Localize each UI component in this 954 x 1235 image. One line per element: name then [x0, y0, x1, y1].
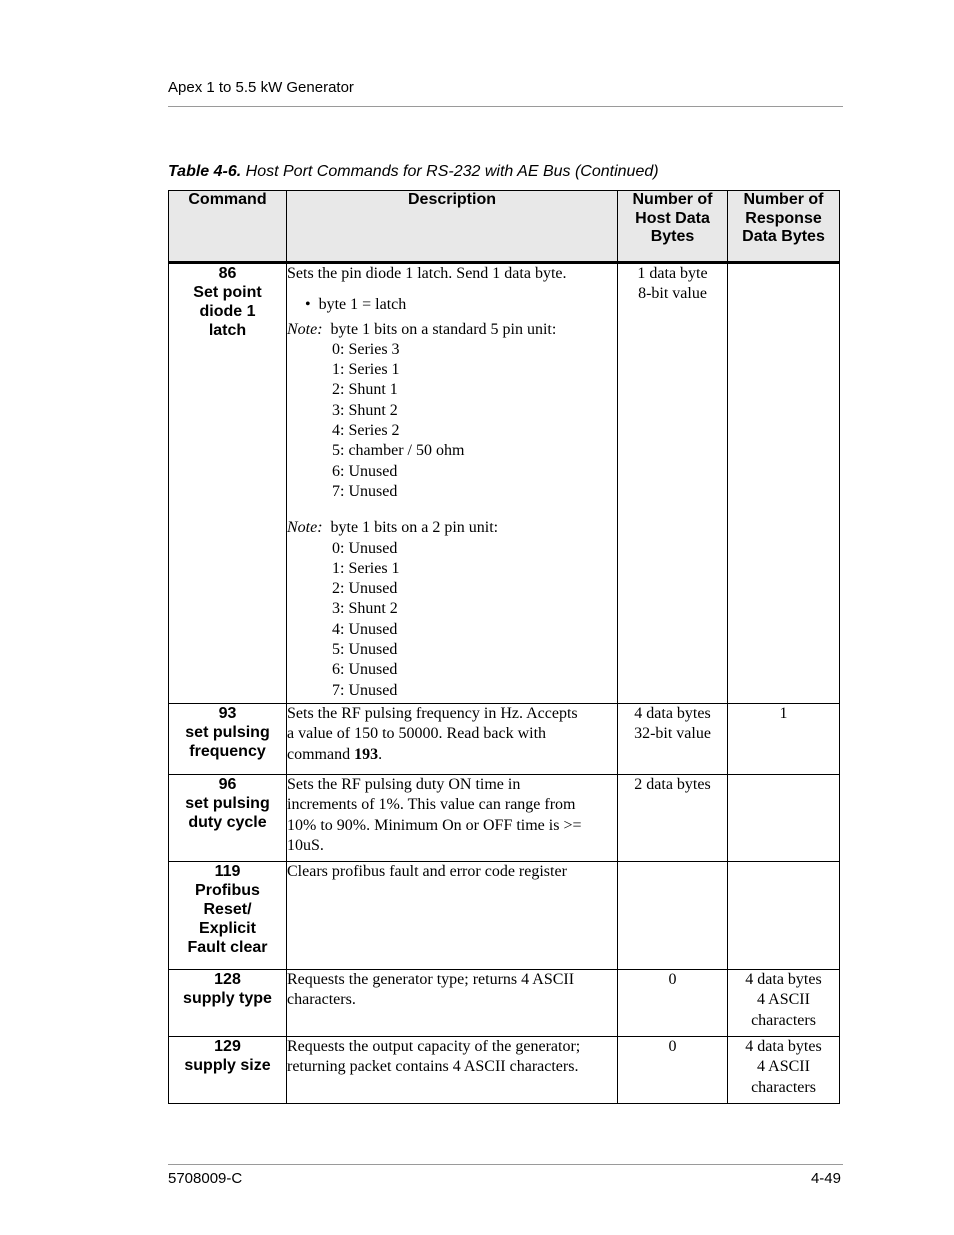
table-caption: [168, 163, 659, 181]
spacer: [287, 502, 617, 518]
description-line: a value of 150 to 50000. Read back with: [287, 725, 547, 743]
column-header-response-bytes: [728, 191, 840, 263]
bit-option: 3: Shunt 2: [332, 600, 398, 618]
description-line: Requests the output capacity of the generator;: [287, 1038, 581, 1055]
command-reference: 193: [354, 745, 379, 763]
note-label: Note:: [287, 519, 323, 537]
command-cell: [169, 970, 287, 1037]
bullet-text: byte 1 = latch: [318, 296, 407, 314]
table-caption-text: Host Port Commands for RS-232 with AE Bus (Continued): [241, 163, 659, 180]
header-rule: [168, 106, 843, 107]
header-line: Bytes: [650, 228, 695, 245]
bit-option: 0: Unused: [332, 539, 398, 557]
response-bytes-cell: [728, 862, 840, 970]
host-bytes-cell: [618, 1037, 728, 1104]
table-row: [169, 862, 840, 970]
header-line: Response: [745, 209, 822, 227]
description-cell: [287, 775, 618, 862]
bit-option: 7: Unused: [332, 482, 398, 500]
command-cell: [169, 775, 287, 862]
host-bytes-line: 8-bit value: [638, 285, 707, 303]
description-line: 10% to 90%. Minimum On or OFF time is >=: [287, 816, 582, 834]
command-number: 93: [218, 705, 237, 722]
host-bytes-line: 1 data byte: [637, 265, 708, 282]
bit-option: 2: Shunt 1: [332, 381, 398, 399]
description-line: Sets the RF pulsing frequency in Hz. Accepts: [287, 705, 578, 722]
command-name-line: Set point: [193, 284, 262, 301]
response-bytes-cell: [728, 970, 840, 1037]
bullet-glyph: •: [305, 296, 319, 314]
command-number: 129: [214, 1038, 241, 1055]
description-text: Sets the pin diode 1 latch. Send 1 data byte.: [287, 265, 567, 282]
description-cell: [287, 970, 618, 1037]
command-cell: [169, 704, 287, 775]
response-bytes-cell: [728, 775, 840, 862]
host-bytes-cell: [618, 970, 728, 1037]
bit-option: 3: Shunt 2: [332, 401, 398, 419]
command-cell: [169, 1037, 287, 1104]
host-bytes-line: 32-bit value: [634, 725, 711, 743]
description-suffix: .: [378, 745, 383, 763]
host-port-commands-table: [168, 190, 840, 1104]
command-name-line: duty cycle: [188, 814, 267, 831]
host-bytes-line: 0: [668, 1038, 677, 1055]
response-bytes-line: 4 data bytes: [745, 1038, 822, 1055]
host-bytes-line: 0: [668, 971, 677, 988]
table-row: [169, 775, 840, 862]
command-name-line: supply size: [184, 1057, 271, 1074]
bit-option: 0: Series 3: [332, 340, 400, 358]
command-name-line: supply type: [183, 990, 272, 1007]
note-label: Note:: [287, 320, 323, 338]
table-row: [169, 263, 840, 704]
header-line: Data Bytes: [742, 228, 825, 245]
table-header-row: [169, 191, 840, 263]
command-number: 128: [214, 971, 241, 988]
command-number: 86: [218, 265, 237, 282]
table-caption-label: Table 4-6.: [168, 163, 242, 180]
bit-option: 1: Series 1: [332, 559, 400, 577]
description-line: increments of 1%. This value can range from: [287, 796, 576, 814]
command-name-line: Fault clear: [187, 939, 268, 956]
command-name-line: Explicit: [199, 920, 256, 937]
command-number: 96: [218, 776, 237, 793]
note-text: byte 1 bits on a 2 pin unit:: [330, 519, 499, 537]
bit-option: 5: Unused: [332, 641, 398, 659]
description-line: Clears profibus fault and error code register: [287, 863, 567, 880]
command-name-line: Profibus: [195, 882, 260, 899]
command-name-line: Reset/: [203, 901, 252, 918]
description-line: [287, 745, 617, 765]
command-cell: [169, 263, 287, 704]
command-name-line: set pulsing: [185, 724, 270, 741]
description-line: 10uS.: [287, 836, 324, 854]
description-cell: [287, 1037, 618, 1104]
header-line: Number of: [632, 191, 713, 208]
response-bytes-line: 4 data bytes: [745, 971, 822, 988]
note-text: byte 1 bits on a standard 5 pin unit:: [330, 320, 557, 338]
table-row: [169, 970, 840, 1037]
description-line: characters.: [287, 991, 356, 1009]
bit-option: 1: Series 1: [332, 361, 400, 379]
description-cell: [287, 263, 618, 704]
description-line: Sets the RF pulsing duty ON time in: [287, 776, 521, 793]
response-bytes-cell: [728, 1037, 840, 1104]
response-bytes-line: characters: [751, 1011, 816, 1029]
host-bytes-line: 2 data bytes: [634, 776, 711, 793]
command-name-line: set pulsing: [185, 795, 270, 812]
command-name-line: latch: [208, 322, 247, 339]
bit-option: 5: chamber / 50 ohm: [332, 442, 465, 460]
column-header-description: Description: [287, 191, 618, 263]
running-header: Apex 1 to 5.5 kW Generator: [168, 79, 354, 96]
table-row: [169, 704, 840, 775]
document-number: 5708009-C: [168, 1170, 243, 1187]
column-header-host-bytes: [618, 191, 728, 263]
bullet-item: [305, 295, 617, 315]
header-line: Host Data: [635, 209, 710, 227]
note-line: [287, 320, 617, 340]
bit-option: 6: Unused: [332, 661, 398, 679]
description-line: Requests the generator type; returns 4 ASCII: [287, 971, 575, 988]
host-bytes-cell: [618, 775, 728, 862]
page-number: 4-49: [810, 1170, 841, 1187]
response-bytes-line: 1: [779, 705, 788, 722]
response-bytes-line: characters: [751, 1078, 816, 1096]
note-line: [287, 518, 617, 538]
column-header-command: Command: [169, 191, 287, 263]
command-name-line: frequency: [189, 743, 266, 760]
response-bytes-cell: [728, 704, 840, 775]
description-cell: [287, 704, 618, 775]
bit-option: 4: Series 2: [332, 422, 400, 440]
command-cell: [169, 862, 287, 970]
response-bytes-cell: [728, 263, 840, 704]
command-name-line: diode 1: [199, 303, 256, 320]
host-bytes-line: 4 data bytes: [634, 705, 711, 722]
bit-option: 4: Unused: [332, 620, 398, 638]
bit-option: 6: Unused: [332, 462, 398, 480]
bit-option: 7: Unused: [332, 681, 398, 699]
response-bytes-line: 4 ASCII: [757, 991, 810, 1009]
host-bytes-cell: [618, 263, 728, 704]
response-bytes-line: 4 ASCII: [757, 1058, 810, 1076]
description-cell: [287, 862, 618, 970]
table-row: [169, 1037, 840, 1104]
header-line: Number of: [743, 191, 824, 208]
command-number: 119: [214, 863, 241, 880]
footer-rule: [168, 1164, 843, 1165]
bit-option: 2: Unused: [332, 580, 398, 598]
description-line: returning packet contains 4 ASCII characters.: [287, 1058, 579, 1076]
host-bytes-cell: [618, 704, 728, 775]
description-prefix: command: [287, 745, 355, 763]
host-bytes-cell: [618, 862, 728, 970]
